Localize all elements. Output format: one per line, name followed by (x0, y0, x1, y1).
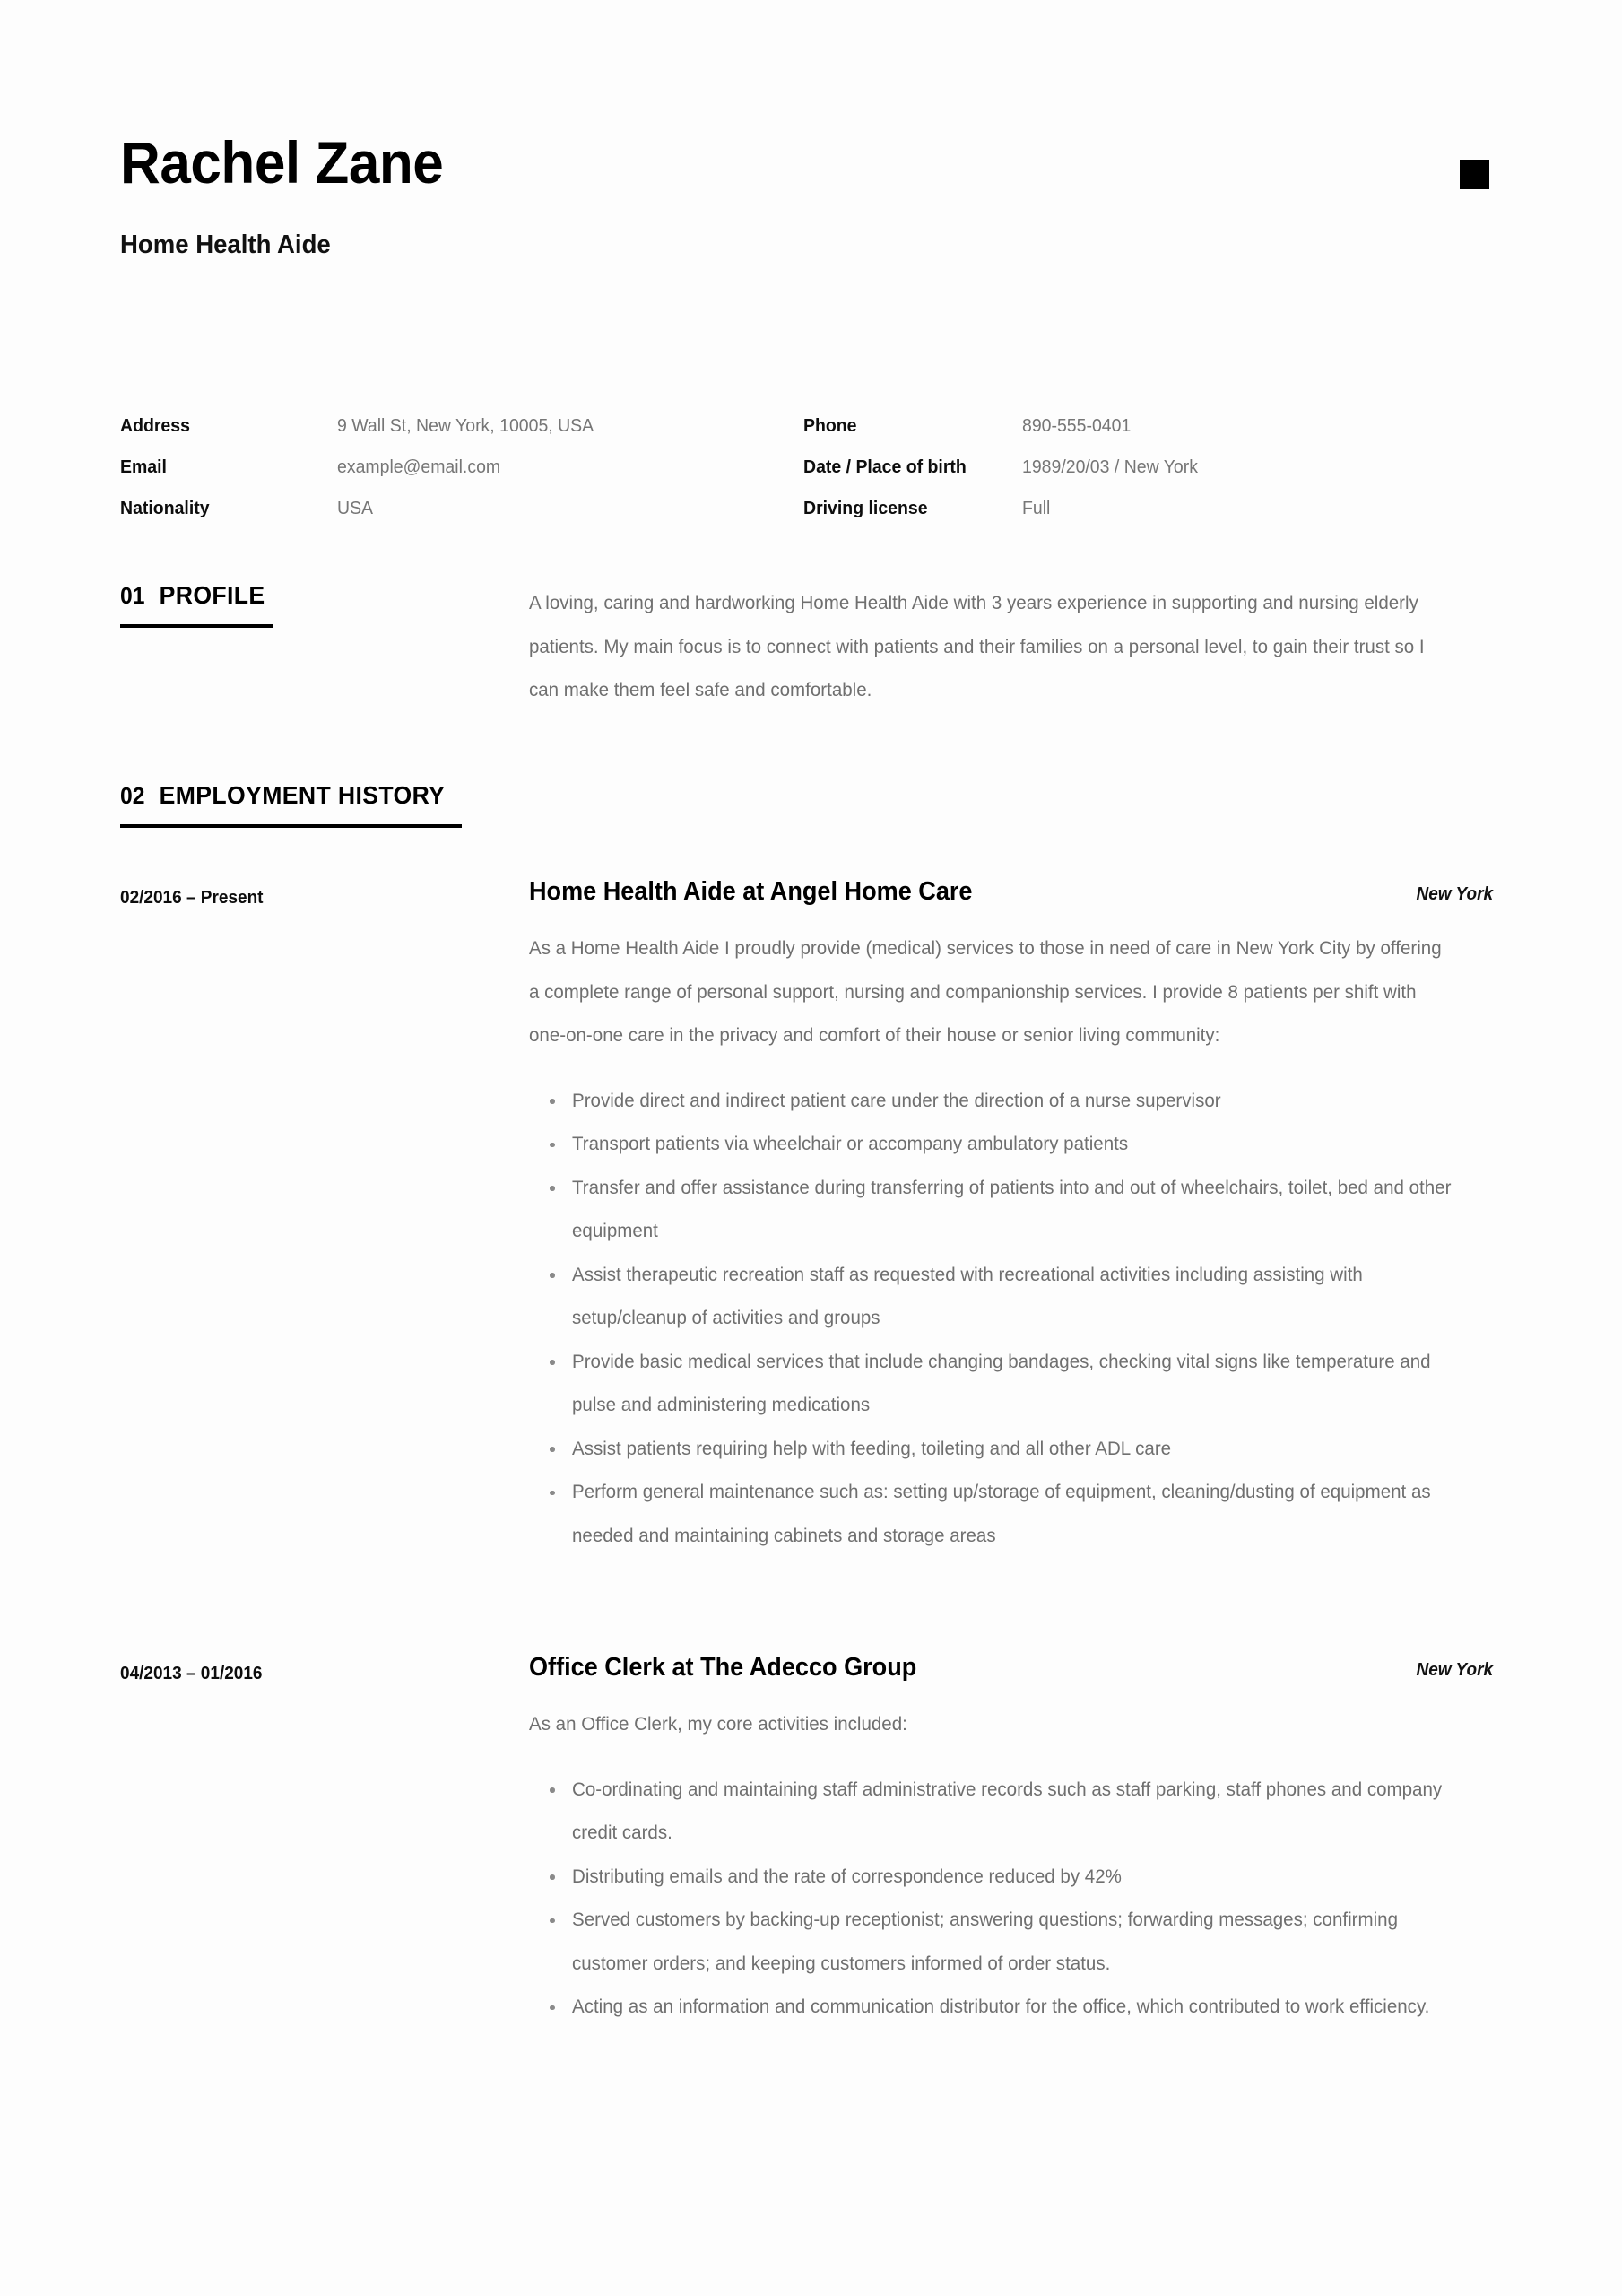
contact-label-birth: Date / Place of birth (803, 457, 967, 477)
profile-body (529, 581, 1493, 712)
list-item: Acting as an information and communication distributor for the office, which contributed to work efficiency. (529, 1985, 1493, 2029)
contact-value-address: 9 Wall St, New York, 10005, USA (337, 415, 594, 436)
contact-details (120, 405, 1492, 529)
list-item: Provide direct and indirect patient care under the direction of a nurse supervisor (529, 1079, 1493, 1123)
candidate-name: Rachel Zane (120, 129, 444, 196)
employment-location-0: New York (1416, 884, 1493, 904)
contact-label-address: Address (120, 415, 190, 436)
resume-header (120, 129, 1501, 260)
list-item: Co-ordinating and maintaining staff administrative records such as staff parking, staff phones and company credit cards. (529, 1768, 1493, 1855)
employment-header-0 (529, 877, 1493, 907)
list-item: Assist patients requiring help with feeding, toileting and all other ADL care (529, 1427, 1493, 1471)
contact-label-nationality: Nationality (120, 498, 210, 518)
contact-value-phone: 890-555-0401 (1022, 415, 1132, 436)
list-item: Provide basic medical services that include changing bandages, checking vital signs like temperature and pulse and administering medications (529, 1340, 1493, 1427)
contact-value-driving-license: Full (1022, 498, 1051, 518)
contact-label-driving-license: Driving license (803, 498, 928, 518)
contact-value-email: example@email.com (337, 457, 501, 477)
list-item: Assist therapeutic recreation staff as requested with recreational activities including assisting with setup/cleanup of activities and groups (529, 1253, 1493, 1340)
employment-title-0: Home Health Aide at Angel Home Care (529, 877, 973, 906)
profile-text: A loving, caring and hardworking Home Health Aide with 3 years experience in supporting and nursing elderly patients. My main focus is to connect with patients and their families on a personal level, to gain their trust so I can make them feel safe and comfortable. (529, 592, 1425, 700)
section-title-profile: PROFILE (159, 581, 265, 609)
candidate-job-title: Home Health Aide (120, 230, 331, 259)
section-number-02: 02 (120, 782, 145, 809)
list-item: Served customers by backing-up receptionist; answering questions; forwarding messages; confirming customer orders; and keeping customers informed of order status. (529, 1898, 1493, 1985)
contact-value-nationality: USA (337, 498, 374, 518)
contact-value-birth: 1989/20/03 / New York (1022, 457, 1198, 477)
employment-date-1: 04/2013 – 01/2016 (120, 1664, 263, 1683)
section-heading-employment-history (120, 781, 462, 828)
employment-description-0: As a Home Health Aide I proudly provide (medical) services to those in need of care in New York City by offering a complete range of personal support, nursing and companionship services. I provide 8 patients per shift with one-on-one care in the privacy and comfort of their house or senior living community: (529, 937, 1442, 1046)
section-number-01: 01 (120, 582, 145, 609)
employment-description-1: As an Office Clerk, my core activities included: (529, 1713, 907, 1735)
employment-body-0 (529, 926, 1493, 1557)
black-square-logo-icon (1460, 160, 1489, 189)
list-item: Distributing emails and the rate of correspondence reduced by 42% (529, 1855, 1493, 1899)
section-title-employment-history: EMPLOYMENT HISTORY (159, 781, 446, 809)
contact-label-email: Email (120, 457, 167, 477)
employment-header-1 (529, 1653, 1493, 1683)
list-item: Transfer and offer assistance during transferring of patients into and out of wheelchairs, toilet, bed and other equipment (529, 1166, 1493, 1253)
employment-bullets-1 (529, 1768, 1493, 2029)
employment-title-1: Office Clerk at The Adecco Group (529, 1653, 917, 1682)
list-item: Transport patients via wheelchair or accompany ambulatory patients (529, 1122, 1493, 1166)
employment-body-1 (529, 1702, 1493, 2029)
list-item: Perform general maintenance such as: setting up/storage of equipment, cleaning/dusting of equipment as needed and maintaining cabinets and storage areas (529, 1470, 1493, 1557)
employment-location-1: New York (1416, 1660, 1493, 1680)
section-heading-profile (120, 581, 273, 628)
contact-label-phone: Phone (803, 415, 857, 436)
employment-date-0: 02/2016 – Present (120, 888, 264, 908)
employment-bullets-0 (529, 1079, 1493, 1558)
